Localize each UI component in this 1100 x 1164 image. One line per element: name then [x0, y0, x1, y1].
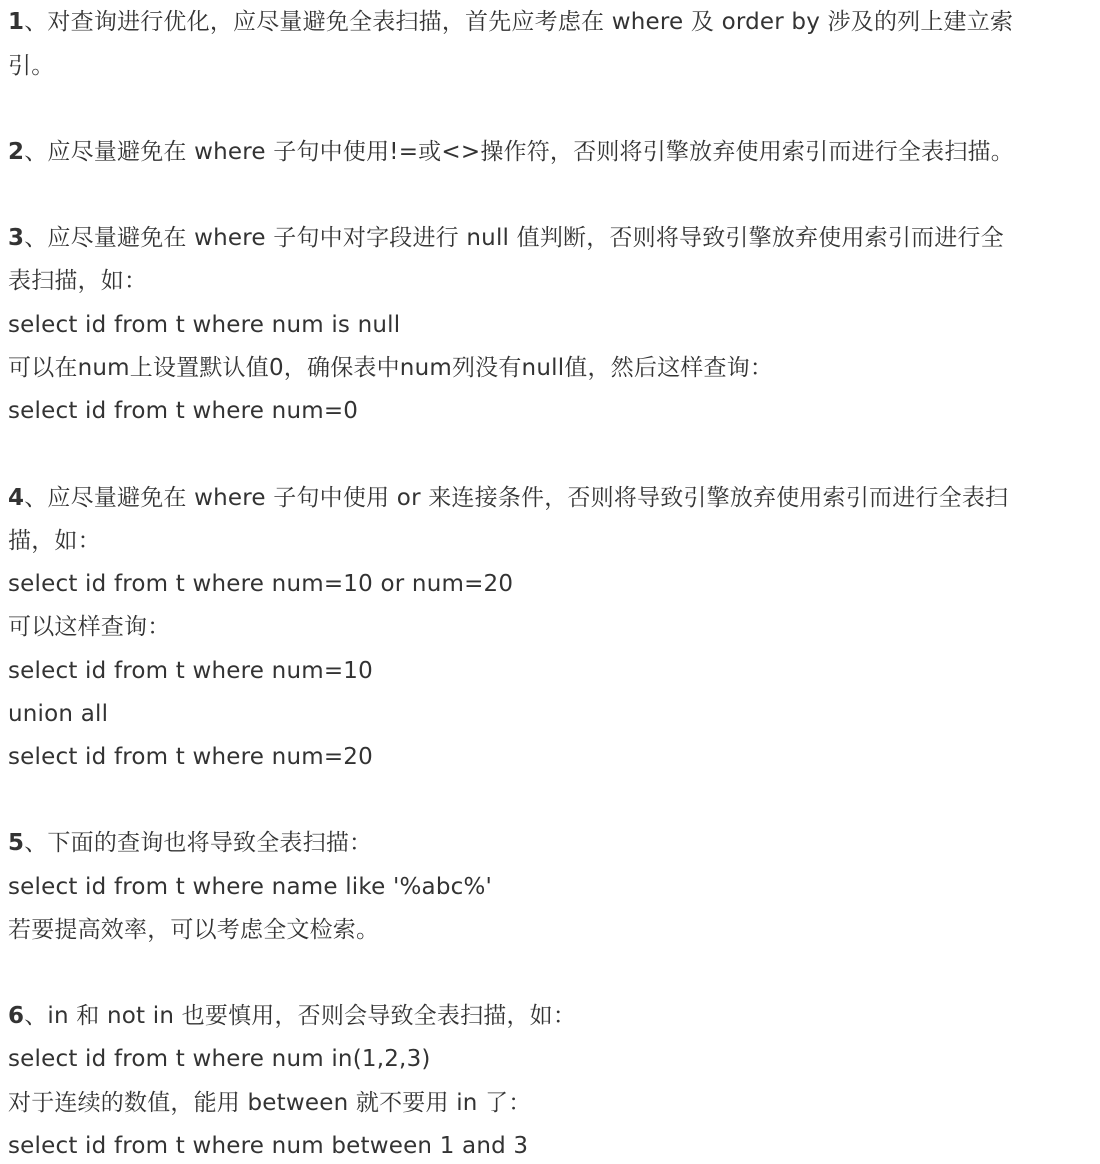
item-4-code-2: select id from t where num=10 — [8, 658, 373, 684]
item-3-number: 3 — [8, 225, 25, 251]
item-4-code-4: select id from t where num=20 — [8, 744, 373, 770]
item-1-number: 1 — [8, 9, 25, 35]
item-4-line-1: 4、应尽量避免在 where 子句中使用 or 来连接条件，否则将导致引擎放弃使用索引而进行全表扫 — [8, 485, 1009, 511]
item-5-line-3: 若要提高效率，可以考虑全文检索。 — [8, 917, 380, 943]
item-6-code-1: select id from t where num in(1,2,3) — [8, 1046, 431, 1072]
item-6-line-3: 对于连续的数值，能用 between 就不要用 in 了： — [8, 1090, 532, 1116]
item-4-number: 4 — [8, 485, 25, 511]
item-6-number: 6 — [8, 1003, 25, 1029]
item-6-code-2: select id from t where num between 1 and 3 — [8, 1133, 529, 1159]
item-3-line-2: 表扫描，如： — [8, 268, 148, 294]
item-5-number: 5 — [8, 830, 25, 856]
item-2-number: 2 — [8, 139, 25, 165]
item-4-code-1: select id from t where num=10 or num=20 — [8, 571, 514, 597]
item-1-line-1: 1、对查询进行优化，应尽量避免全表扫描，首先应考虑在 where 及 order by 涉及的列上建立索 — [8, 9, 1014, 35]
item-3-line-4: 可以在num上设置默认值0，确保表中num列没有null值，然后这样查询： — [8, 355, 774, 381]
item-6-line-1: 6、in 和 not in 也要慎用，否则会导致全表扫描，如： — [8, 1003, 577, 1029]
item-4-line-4: 可以这样查询： — [8, 614, 171, 640]
item-3-code-1: select id from t where num is null — [8, 312, 401, 338]
item-4-line-2: 描，如： — [8, 528, 101, 554]
item-5-code-1: select id from t where name like '%abc%' — [8, 874, 493, 900]
item-2-line-1: 2、应尽量避免在 where 子句中使用!=或<>操作符，否则将引擎放弃使用索引而进行全表扫描。 — [8, 139, 1014, 165]
item-1-line-2: 引。 — [8, 53, 55, 79]
item-5-line-1: 5、下面的查询也将导致全表扫描： — [8, 830, 373, 856]
item-3-code-2: select id from t where num=0 — [8, 398, 359, 424]
item-3-line-1: 3、应尽量避免在 where 子句中对字段进行 null 值判断，否则将导致引擎放弃使用索引而进行全 — [8, 225, 1004, 251]
item-4-code-3: union all — [8, 701, 109, 727]
